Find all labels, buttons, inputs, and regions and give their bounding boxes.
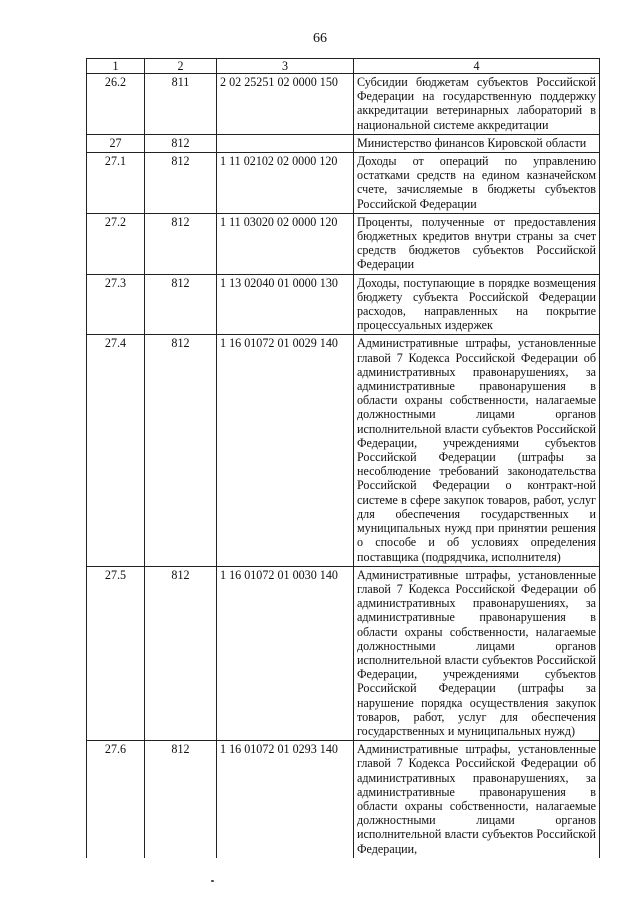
administrator-code: 812 (145, 274, 217, 335)
row-number: 26.2 (87, 74, 145, 135)
revenue-description: Административные штрафы, установленные главой 7 Кодекса Российской Федерации об административных правонарушениях, за административные правонарушения в области охраны собственности, налагаемые должностными лицами органов исполнительной власти субъектов Российской Федерации, (354, 741, 600, 858)
column-number: 3 (217, 59, 354, 74)
table-row (87, 335, 600, 566)
administrator-code: 812 (145, 153, 217, 214)
row-number: 27 (87, 134, 145, 152)
revenue-description: Субсидии бюджетам субъектов Российской Федерации на государственную поддержку аккредитации ветеринарных лабораторий в национальной системе аккредитации (354, 74, 600, 135)
row-number: 27.6 (87, 741, 145, 858)
revenue-code: 1 16 01072 01 0030 140 (217, 566, 354, 740)
administrator-code: 812 (145, 134, 217, 152)
revenue-code: 1 16 01072 01 0029 140 (217, 335, 354, 566)
row-number: 27.3 (87, 274, 145, 335)
administrator-code: 811 (145, 74, 217, 135)
row-number: 27.5 (87, 566, 145, 740)
revenue-code (217, 134, 354, 152)
administrator-code: 812 (145, 213, 217, 274)
table-row (87, 566, 600, 740)
revenue-codes-table (86, 58, 600, 858)
column-number-row (87, 59, 600, 74)
revenue-description: Административные штрафы, установленные главой 7 Кодекса Российской Федерации об административных правонарушениях, за административные правонарушения в области охраны собственности, налагаемые должностными лицами органов исполнительной власти субъектов Российской Федерации, учреждениями субъектов Российской Федерации (штрафы за нарушение порядка осуществления закупок товаров, работ, услуг для обеспечения государственных и муниципальных нужд) (354, 566, 600, 740)
column-number: 1 (87, 59, 145, 74)
revenue-description: Доходы от операций по управлению остатками средств на едином казначейском счете, зачисляемые в бюджеты субъектов Российской Федерации (354, 153, 600, 214)
column-number: 2 (145, 59, 217, 74)
administrator-name: Министерство финансов Кировской области (354, 134, 600, 152)
revenue-code: 1 16 01072 01 0293 140 (217, 741, 354, 858)
scan-speck (211, 880, 214, 882)
revenue-code: 1 11 02102 02 0000 120 (217, 153, 354, 214)
administrator-code: 812 (145, 566, 217, 740)
table-row (87, 74, 600, 135)
row-number: 27.1 (87, 153, 145, 214)
table-row (87, 134, 600, 152)
page-number: 66 (313, 31, 327, 46)
revenue-description: Административные штрафы, установленные главой 7 Кодекса Российской Федерации об административных правонарушениях, за административные правонарушения в области охраны собственности, налагаемые должностными лицами органов исполнительной власти субъектов Российской Федерации, учреждениями субъектов Российской Федерации (штрафы за несоблюдение требований законодательства Российской Федерации о контракт-ной системе в сфере закупок товаров, работ, услуг для обеспечения государственных и муниципальных нужд при принятии решения о способе и об условиях определения поставщика (подрядчика, исполнителя) (354, 335, 600, 566)
revenue-description: Доходы, поступающие в порядке возмещения бюджету субъекта Российской Федерации расходов, направленных на покрытие процессуальных издержек (354, 274, 600, 335)
revenue-code: 1 13 02040 01 0000 130 (217, 274, 354, 335)
table-row (87, 153, 600, 214)
table-row (87, 741, 600, 858)
administrator-code: 812 (145, 741, 217, 858)
row-number: 27.4 (87, 335, 145, 566)
column-number: 4 (354, 59, 600, 74)
revenue-description: Проценты, полученные от предоставления бюджетных кредитов внутри страны за счет средств бюджетов субъектов Российской Федерации (354, 213, 600, 274)
row-number: 27.2 (87, 213, 145, 274)
table-row (87, 213, 600, 274)
administrator-code: 812 (145, 335, 217, 566)
revenue-code: 1 11 03020 02 0000 120 (217, 213, 354, 274)
table-row (87, 274, 600, 335)
revenue-code: 2 02 25251 02 0000 150 (217, 74, 354, 135)
